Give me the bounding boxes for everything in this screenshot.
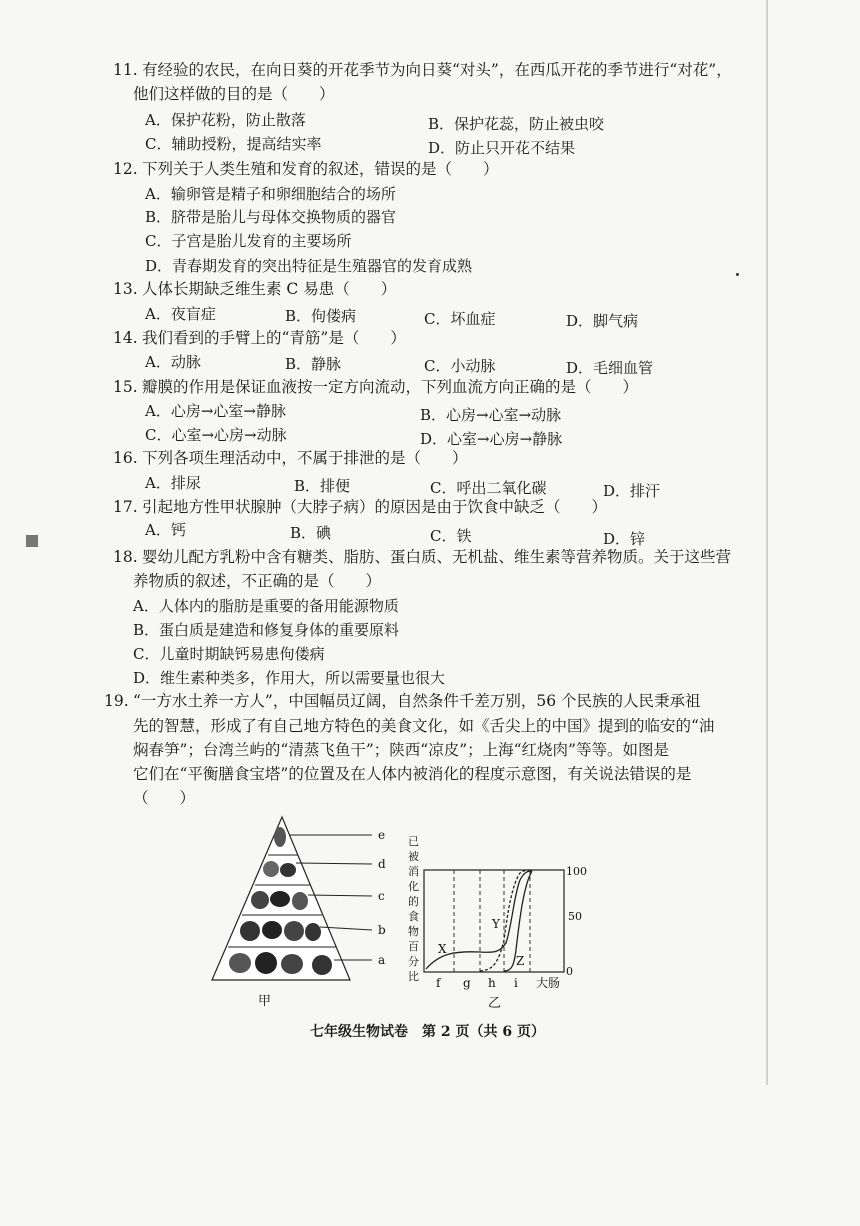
- q16-option-b: B．排便: [294, 477, 351, 495]
- q14-option-a: A．动脉: [145, 353, 201, 371]
- q12-option-d: D．青春期发育的突出特征是生殖器官的发育成熟: [145, 257, 473, 275]
- xlabel-h: h: [488, 976, 496, 990]
- q14-option-b: B．静脉: [285, 355, 342, 373]
- q12-stem: 下列关于人类生殖和发育的叙述，错误的是（ ）: [142, 160, 499, 178]
- ytick-0: 0: [566, 965, 573, 978]
- curve-label-z: Z: [516, 954, 525, 968]
- q11-stem-line1: 有经验的农民，在向日葵的开花季节为向日葵“对头”，在西瓜开花的季节进行“对花”，: [142, 61, 732, 79]
- pyramid-label-b: b: [378, 923, 386, 937]
- q13-option-a: A．夜盲症: [145, 305, 216, 323]
- q15-option-a: A．心房→心室→静脉: [145, 402, 286, 420]
- pyramid-label-c: c: [378, 889, 385, 903]
- ylabel-char-1: 已: [408, 835, 419, 848]
- xlabel-f: f: [436, 976, 441, 990]
- q17-number: 17.: [113, 498, 138, 516]
- q12-option-c: C．子宫是胎儿发育的主要场所: [145, 232, 352, 250]
- q16-stem: 下列各项生理活动中，不属于排泄的是（ ）: [142, 449, 468, 467]
- pyramid-label-a: a: [378, 953, 386, 967]
- figure-jia-caption: 甲: [258, 994, 272, 1009]
- q14-stem: 我们看到的手臂上的“青筋”是（ ）: [142, 329, 406, 347]
- q17-option-d: D．锌: [603, 530, 646, 548]
- q18-option-d: D．维生素种类多，作用大，所以需要量也很大: [133, 669, 446, 687]
- q12-option-a: A．输卵管是精子和卵细胞结合的场所: [145, 185, 396, 203]
- q13-option-b: B．佝偻病: [285, 307, 357, 325]
- ylabel-char-10: 比: [408, 970, 419, 983]
- digestion-chart-figure: [400, 825, 600, 1015]
- q12-number: 12.: [113, 160, 138, 178]
- q11-option-a: A．保护花粉，防止散落: [145, 111, 306, 129]
- q16-option-c: C．呼出二氧化碳: [430, 479, 547, 497]
- scan-dot: [736, 273, 739, 276]
- q11-stem-line2: 他们这样做的目的是（ ）: [133, 85, 335, 103]
- q13-stem: 人体长期缺乏维生素 C 易患（ ）: [142, 280, 397, 298]
- q13-option-d: D．脚气病: [566, 312, 639, 330]
- q12-option-b: B．脐带是胎儿与母体交换物质的器官: [145, 208, 397, 226]
- page-footer: 七年级生物试卷 第 2 页（共 6 页）: [310, 1024, 545, 1040]
- ylabel-char-5: 的: [408, 895, 419, 908]
- q18-option-b: B．蛋白质是建造和修复身体的重要原料: [133, 621, 400, 639]
- pyramid-label-e: e: [378, 828, 386, 842]
- q15-number: 15.: [113, 378, 138, 396]
- xlabel-i: i: [514, 976, 518, 990]
- q19-line5: （ ）: [133, 789, 196, 807]
- q16-option-a: A．排尿: [145, 474, 201, 492]
- curve-label-y: Y: [492, 917, 500, 931]
- q11-option-b: B．保护花蕊，防止被虫咬: [428, 115, 605, 133]
- scan-mark: [26, 535, 38, 547]
- q15-stem: 瓣膜的作用是保证血液按一定方向流动，下列血流方向正确的是（ ）: [142, 378, 639, 396]
- q13-number: 13.: [113, 280, 138, 298]
- figure-yi-caption: 乙: [488, 996, 502, 1011]
- q14-number: 14.: [113, 329, 138, 347]
- ylabel-char-4: 化: [408, 880, 419, 893]
- xlabel-large-intestine: 大肠: [536, 976, 561, 990]
- ylabel-char-9: 分: [408, 955, 419, 968]
- q17-option-b: B．碘: [290, 524, 332, 542]
- q14-option-c: C．小动脉: [424, 357, 496, 375]
- ylabel-char-2: 被: [408, 850, 419, 863]
- pyramid-label-d: d: [378, 857, 386, 871]
- q16-option-d: D．排汗: [603, 482, 661, 500]
- q18-option-c: C．儿童时期缺钙易患佝偻病: [133, 645, 325, 663]
- ytick-100: 100: [566, 865, 587, 878]
- q14-option-d: D．毛细血管: [566, 359, 654, 377]
- q15-option-d: D．心室→心房→静脉: [420, 430, 563, 448]
- ylabel-char-3: 消: [408, 865, 419, 878]
- q19-line2: 先的智慧，形成了有自己地方特色的美食文化，如《舌尖上的中国》提到的临安的“油: [133, 717, 715, 735]
- q11-number: 11.: [113, 61, 138, 79]
- ylabel-char-6: 食: [408, 910, 419, 923]
- q11-option-c: C．辅助授粉，提高结实率: [145, 135, 322, 153]
- food-pyramid-figure: [200, 815, 400, 1010]
- q17-option-a: A．钙: [145, 521, 186, 539]
- q15-option-b: B．心房→心室→动脉: [420, 406, 562, 424]
- page-edge: [766, 0, 768, 1085]
- q15-option-c: C．心室→心房→动脉: [145, 426, 287, 444]
- q18-option-a: A．人体内的脂肪是重要的备用能源物质: [133, 597, 399, 615]
- q18-stem-line1: 婴幼儿配方乳粉中含有糖类、脂肪、蛋白质、无机盐、维生素等营养物质。关于这些营: [142, 548, 732, 566]
- q19-line1: “一方水土养一方人”，中国幅员辽阔，自然条件千差万别，56 个民族的人民秉承祖: [133, 692, 701, 710]
- ylabel-char-7: 物: [408, 925, 419, 938]
- xlabel-g: g: [463, 976, 471, 990]
- q17-option-c: C．铁: [430, 527, 472, 545]
- ylabel-char-8: 百: [408, 940, 419, 953]
- curve-label-x: X: [438, 942, 447, 956]
- q17-stem: 引起地方性甲状腺肿（大脖子病）的原因是由于饮食中缺乏（ ）: [142, 498, 608, 516]
- q11-option-d: D．防止只开花不结果: [428, 139, 576, 157]
- q19-number: 19.: [104, 692, 129, 710]
- q18-number: 18.: [113, 548, 138, 566]
- q19-line4: 它们在“平衡膳食宝塔”的位置及在人体内被消化的程度示意图，有关说法错误的是: [133, 765, 692, 783]
- q16-number: 16.: [113, 449, 138, 467]
- q19-line3: 焖春笋”；台湾兰屿的“清蒸飞鱼干”；陕西“凉皮”；上海“红烧肉”等等。如图是: [133, 741, 669, 759]
- q18-stem-line2: 养物质的叙述，不正确的是（ ）: [133, 572, 382, 590]
- ytick-50: 50: [568, 910, 582, 923]
- q13-option-c: C．坏血症: [424, 310, 496, 328]
